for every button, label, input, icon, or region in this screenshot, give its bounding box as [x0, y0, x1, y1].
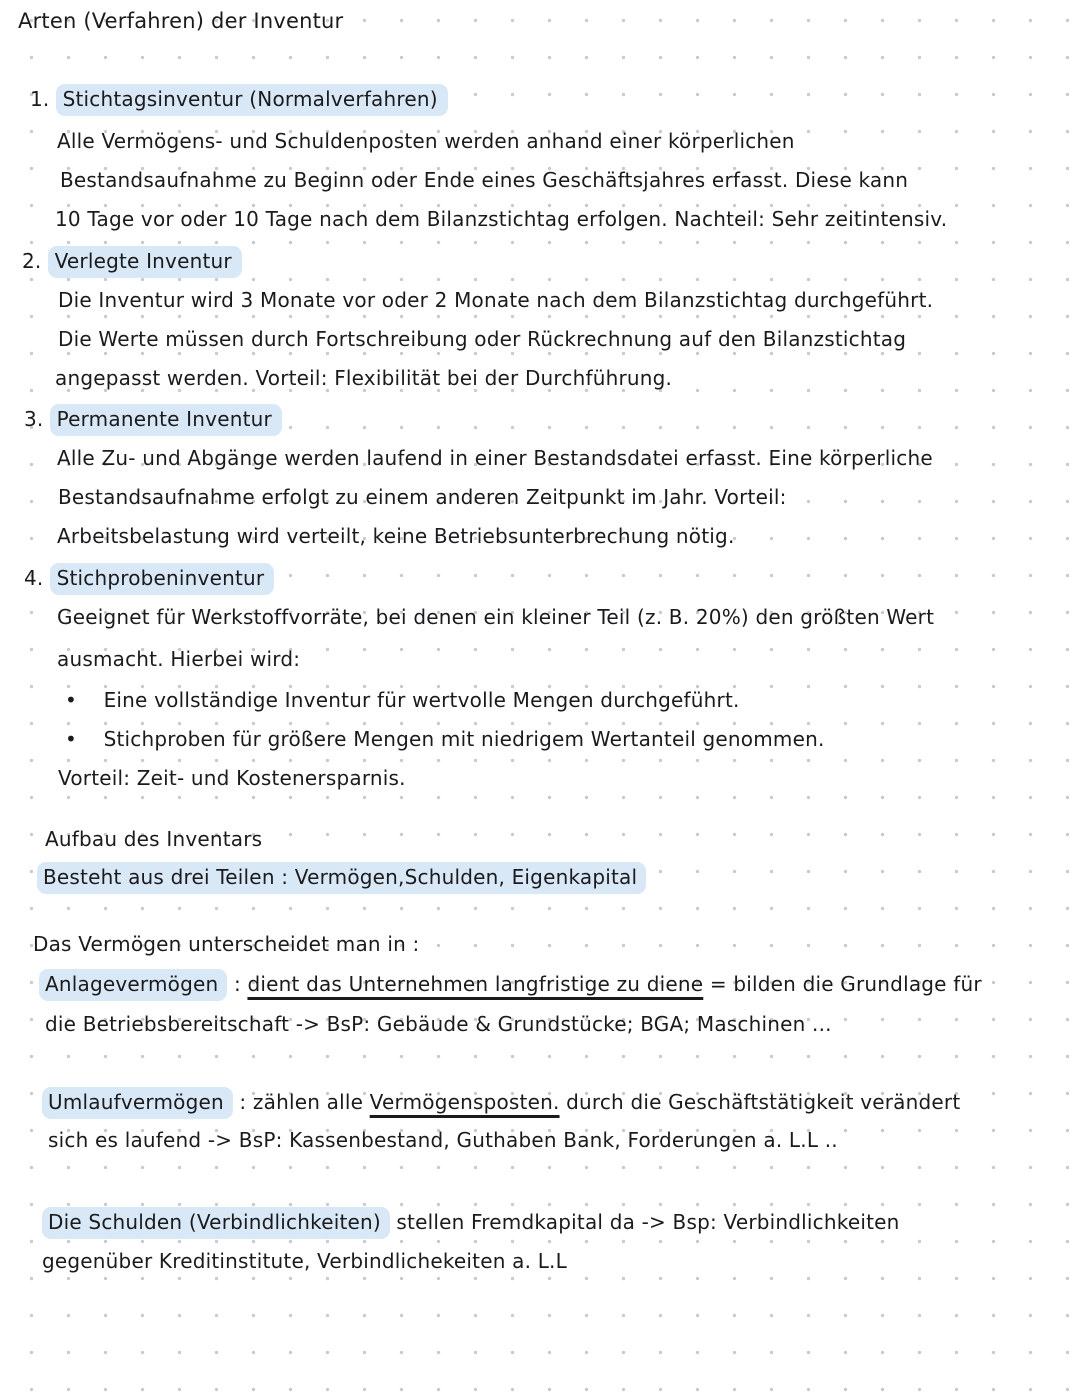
umlaufvermoegen-line-1 [48, 1087, 960, 1117]
item-3-heading: Permanente Inventur [50, 404, 282, 436]
anlagevermoegen-rest: = bilden die Grundlage für [703, 972, 982, 996]
item-1-heading: Stichtagsinventur (Normalverfahren) [56, 84, 448, 116]
item-4-bullet-line-1 [65, 685, 740, 715]
item-1-body-line-1: Alle Vermögens- und Schuldenposten werden anhand einer körperlichen [57, 129, 795, 153]
item-4-bullet-line-2 [65, 724, 825, 754]
umlaufvermoegen-underlined-text: Vermögensposten. [369, 1090, 560, 1114]
anlagevermoegen-line-2: die Betriebsbereitschaft -> BsP: Gebäude & Grundstücke; BGA; Maschinen ... [45, 1012, 832, 1036]
anlagevermoegen-term: Anlagevermögen [39, 969, 227, 1001]
schulden-line-2: gegenüber Kreditinstitute, Verbindlichekeiten a. L.L [42, 1249, 567, 1273]
umlaufvermoegen-term: Umlaufvermögen [42, 1087, 233, 1119]
bullet-icon: • [65, 727, 77, 751]
vermoegen-intro-line: Das Vermögen unterscheidet man in : [33, 932, 420, 956]
item-1-body-line-3: 10 Tage vor oder 10 Tage nach dem Bilanzstichtag erfolgen. Nachteil: Sehr zeitintensiv. [55, 207, 948, 231]
item-2-body-line-2: Die Werte müssen durch Fortschreibung oder Rückrechnung auf den Bilanzstichtag [58, 327, 907, 351]
list-item-4-heading-line [24, 563, 274, 593]
item-3-body-line-2: Bestandsaufnahme erfolgt zu einem anderen Zeitpunkt im Jahr. Vorteil: [58, 485, 787, 509]
anlagevermoegen-sep: : [227, 972, 248, 996]
item-4-body-line-2: ausmacht. Hierbei wird: [57, 647, 301, 671]
aufbau-heading: Aufbau des Inventars [45, 827, 263, 851]
item-3-number: 3. [24, 407, 44, 431]
list-item-1-heading-line [30, 84, 448, 114]
schulden-line-1 [48, 1207, 900, 1237]
list-item-3-heading-line [24, 404, 282, 434]
item-1-number: 1. [30, 87, 50, 111]
item-4-heading: Stichprobeninventur [50, 563, 275, 595]
item-3-body-line-1: Alle Zu- und Abgänge werden laufend in einer Bestandsdatei erfasst. Eine körperliche [57, 446, 933, 470]
schulden-rest: stellen Fremdkapital da -> Bsp: Verbindlichkeiten [389, 1210, 900, 1234]
umlaufvermoegen-pre: : zählen alle [232, 1090, 370, 1114]
item-4-bullet-1-text: Eine vollständige Inventur für wertvolle Mengen durchgeführt. [103, 688, 740, 712]
schulden-highlight-text: Die Schulden (Verbindlichkeiten) [42, 1207, 390, 1239]
item-2-number: 2. [22, 249, 42, 273]
page-title: Arten (Verfahren) der Inventur [18, 9, 344, 33]
item-2-body-line-1: Die Inventur wird 3 Monate vor oder 2 Monate nach dem Bilanzstichtag durchgeführt. [58, 288, 934, 312]
bullet-icon: • [65, 688, 77, 712]
umlaufvermoegen-line-2: sich es laufend -> BsP: Kassenbestand, Guthaben Bank, Forderungen a. L.L .. [48, 1128, 838, 1152]
item-4-number: 4. [24, 566, 44, 590]
anlagevermoegen-underlined-text: dient das Unternehmen langfristige zu diene [247, 972, 704, 996]
item-4-body-line-1: Geeignet für Werkstoffvorräte, bei denen ein kleiner Teil (z. B. 20%) den größten Wert [57, 605, 935, 629]
list-item-2-heading-line [22, 246, 242, 276]
aufbau-highlighted-line [43, 862, 646, 892]
umlaufvermoegen-rest: durch die Geschäftstätigkeit verändert [559, 1090, 961, 1114]
item-4-footer-line: Vorteil: Zeit- und Kostenersparnis. [58, 766, 406, 790]
item-3-body-line-3: Arbeitsbelastung wird verteilt, keine Betriebsunterbrechung nötig. [57, 524, 735, 548]
item-2-body-line-3: angepasst werden. Vorteil: Flexibilität bei der Durchführung. [55, 366, 673, 390]
item-1-body-line-2: Bestandsaufnahme zu Beginn oder Ende eines Geschäftsjahres erfasst. Diese kann [60, 168, 909, 192]
aufbau-highlight-text: Besteht aus drei Teilen : Vermögen,Schulden, Eigenkapital [37, 862, 646, 894]
item-2-heading: Verlegte Inventur [48, 246, 242, 278]
anlagevermoegen-line-1 [45, 969, 982, 999]
item-4-bullet-2-text: Stichproben für größere Mengen mit niedrigem Wertanteil genommen. [103, 727, 825, 751]
